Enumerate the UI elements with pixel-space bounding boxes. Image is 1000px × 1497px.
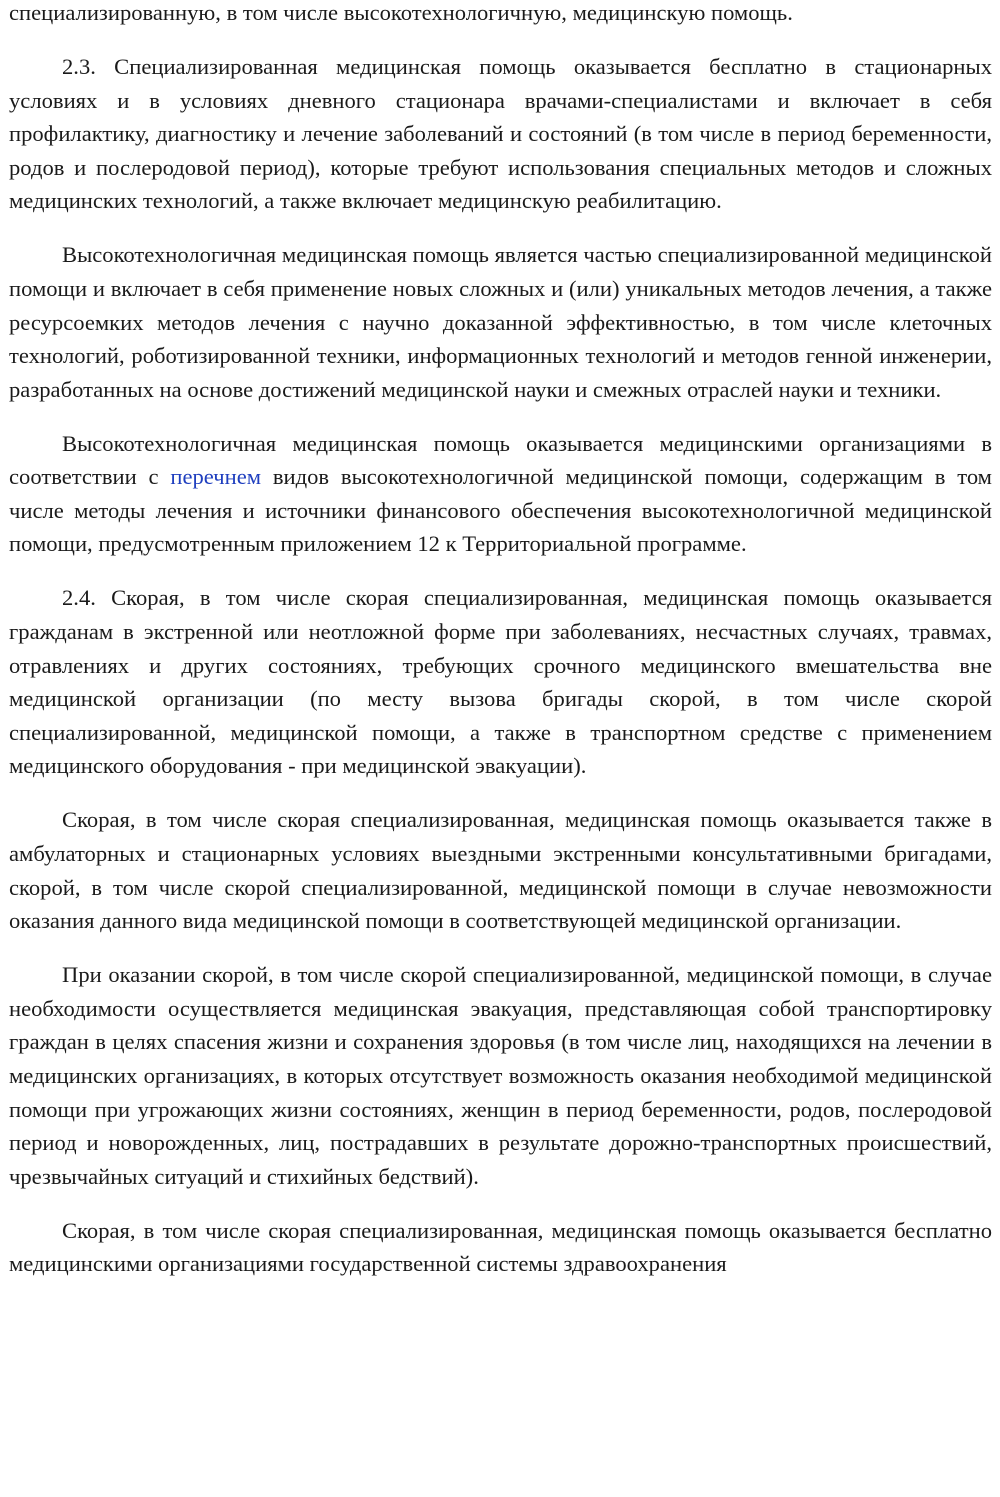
paragraph-high-tech-care-definition: Высокотехнологичная медицинская помощь является частью специализированной медицинской помощи и включает в себя применение новых сложных и (или) уникальных методов лечения, а также ресурсоемких методов лечения с научно доказанной эффективностью, в том числе клеточных технологий, роботизированной техники, информационных технологий и методов генной инженерии, разработанных на основе достижений медицинской науки и смежных отраслей науки и техники. bbox=[9, 242, 992, 402]
paragraph-emergency-consultative-teams: Скорая, в том числе скорая специализированная, медицинская помощь оказывается также в амбулаторных и стационарных условиях выездными экстренными консультативными бригадами, скорой, в том числе скорой специализированной, медицинской помощи в случае невозможности оказания данного вида медицинской помощи в соответствующей медицинской организации. bbox=[9, 807, 992, 934]
paragraph-text-after-link: видов высокотехнологичной медицинской помощи, содержащим в том числе методы лечения и источники финансового обеспечения высокотехнологичной медицинской помощи, предусмотренным приложением 12 к Территориальной программе. bbox=[9, 464, 992, 557]
paragraph-gap bbox=[9, 938, 992, 958]
paragraph-2-3-specialized-care: 2.3. Специализированная медицинская помощь оказывается бесплатно в стационарных условиях и в условиях дневного стационара врачами-специалистами и включает в себя профилактику, диагностику и лечение заболеваний и состояний (в том числе в период беременности, родов и послеродовой период), которые требуют использования специальных методов и сложных медицинских технологий, а также включает медицинскую реабилитацию. bbox=[9, 53, 992, 214]
paragraph-2-4-emergency-care: 2.4. Скорая, в том числе скорая специализированная, медицинская помощь оказывается гражданам в экстренной или неотложной форме при заболеваниях, несчастных случаях, травмах, отравлениях и других состояниях, требующих срочного медицинского вмешательства вне медицинской организации (по месту вызова бригады скорой, в том числе скорой специализированной, медицинской помощи, а также в транспортном средстве с применением медицинского оборудования - при медицинской эвакуации). bbox=[9, 585, 992, 779]
document-page bbox=[9, 0, 992, 1281]
paragraph-continuation: специализированную, в том числе высокотехнологичную, медицинскую помощь. bbox=[9, 0, 793, 25]
paragraph-gap bbox=[9, 783, 992, 803]
paragraph-text-before-link: Высокотехнологичная медицинская помощь оказывается медицинскими организациями в соответствии с bbox=[9, 430, 992, 490]
perechen-link[interactable]: перечнем bbox=[170, 464, 262, 490]
paragraph-medical-evacuation: При оказании скорой, в том числе скорой специализированной, медицинской помощи, в случае необходимости осуществляется медицинская эвакуация, представляющая собой транспортировку граждан в целях спасения жизни и сохранения здоровья (в том числе лиц, находящихся на лечении в медицинских организациях, в которых отсутствует возможность оказания необходимой медицинской помощи при угрожающих жизни состояниях, женщин в период беременности, родов, послеродовой период и новорожденных, лиц, пострадавших в результате дорожно-транспортных происшествий, чрезвычайных ситуаций и стихийных бедствий). bbox=[9, 962, 992, 1189]
paragraph-gap bbox=[9, 30, 992, 50]
paragraph-emergency-care-free: Скорая, в том числе скорая специализированная, медицинская помощь оказывается бесплатно медицинскими организациями государственной системы здравоохранения bbox=[9, 1217, 992, 1277]
paragraph-high-tech-care-list bbox=[9, 427, 992, 561]
paragraph-gap bbox=[9, 218, 992, 238]
paragraph-gap bbox=[9, 406, 992, 426]
paragraph-gap bbox=[9, 1193, 992, 1213]
paragraph-gap bbox=[9, 561, 992, 581]
